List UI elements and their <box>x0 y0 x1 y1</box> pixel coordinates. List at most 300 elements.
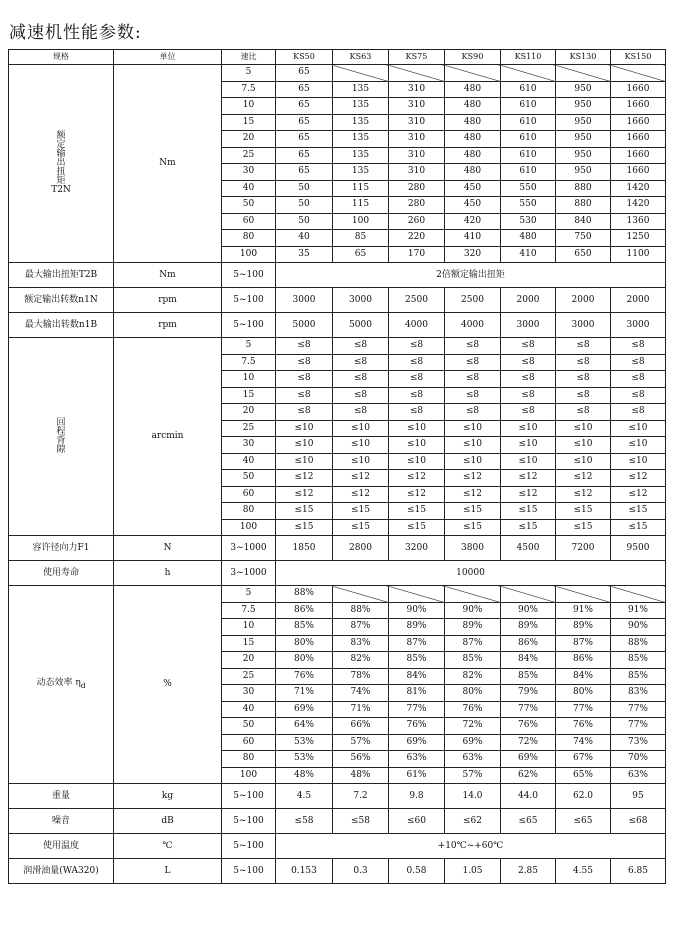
value-cell: ≤8 <box>389 338 445 355</box>
value-cell: 73% <box>611 734 666 751</box>
ratio-cell: 5 <box>222 586 276 603</box>
value-cell: 950 <box>556 147 611 164</box>
value-cell: 90% <box>389 602 445 619</box>
value-cell: 1660 <box>611 98 666 115</box>
value-cell: 85% <box>501 668 556 685</box>
ratio-cell: 25 <box>222 668 276 685</box>
value-cell: 1420 <box>611 180 666 197</box>
value-cell: 76% <box>276 668 333 685</box>
value-cell: 77% <box>389 701 445 718</box>
value-cell: 78% <box>333 668 389 685</box>
value-cell: 310 <box>389 81 445 98</box>
ratio-cell: 25 <box>222 147 276 164</box>
value-cell: 135 <box>333 147 389 164</box>
value-cell: ≤15 <box>389 503 445 520</box>
temperature-value: +10℃~+60℃ <box>276 834 666 859</box>
unit-cell: rpm <box>114 313 222 338</box>
value-cell: ≤65 <box>501 809 556 834</box>
value-cell: ≤8 <box>556 354 611 371</box>
value-cell: 260 <box>389 213 445 230</box>
value-cell: 610 <box>501 131 556 148</box>
value-cell: 65 <box>276 98 333 115</box>
value-cell: 750 <box>556 230 611 247</box>
value-cell: ≤10 <box>445 453 501 470</box>
not-applicable-cell <box>445 586 501 603</box>
unit-cell: ℃ <box>114 834 222 859</box>
value-cell: ≤15 <box>445 519 501 536</box>
value-cell: 76% <box>501 718 556 735</box>
ratio-cell: 5 <box>222 65 276 82</box>
value-cell: 220 <box>389 230 445 247</box>
efficiency-label-text: 动态效率 η <box>36 678 81 689</box>
value-cell: ≤8 <box>611 404 666 421</box>
value-cell: 610 <box>501 164 556 181</box>
value-cell: 7200 <box>556 536 611 561</box>
ratio-cell: 20 <box>222 404 276 421</box>
value-cell: 100 <box>333 213 389 230</box>
value-cell: 135 <box>333 98 389 115</box>
value-cell: 480 <box>445 98 501 115</box>
value-cell: 4.55 <box>556 859 611 884</box>
ratio-cell: 30 <box>222 164 276 181</box>
value-cell: ≤8 <box>501 404 556 421</box>
value-cell: ≤8 <box>276 371 333 388</box>
value-cell: ≤10 <box>611 420 666 437</box>
value-cell: ≤8 <box>333 338 389 355</box>
ratio-cell: 15 <box>222 635 276 652</box>
value-cell: 950 <box>556 98 611 115</box>
value-cell: 65 <box>276 164 333 181</box>
value-cell: 90% <box>611 619 666 636</box>
value-cell: 3000 <box>276 288 333 313</box>
value-cell: ≤15 <box>333 503 389 520</box>
value-cell: 2000 <box>611 288 666 313</box>
value-cell: ≤8 <box>611 338 666 355</box>
section-label-char: 回 <box>56 417 66 428</box>
value-cell: 61% <box>389 767 445 784</box>
ratio-cell: 7.5 <box>222 354 276 371</box>
value-cell: 410 <box>501 246 556 263</box>
value-cell: ≤10 <box>445 437 501 454</box>
value-cell: 1.05 <box>445 859 501 884</box>
ratio-cell: 80 <box>222 230 276 247</box>
value-cell: 86% <box>501 635 556 652</box>
value-cell: 650 <box>556 246 611 263</box>
value-cell: 4.5 <box>276 784 333 809</box>
value-cell: 5000 <box>333 313 389 338</box>
value-cell: 480 <box>445 131 501 148</box>
value-cell: 4000 <box>445 313 501 338</box>
value-cell: ≤8 <box>333 404 389 421</box>
value-cell: ≤8 <box>445 338 501 355</box>
section-label-char: 扭 <box>56 167 66 177</box>
ratio-cell: 60 <box>222 213 276 230</box>
weight-label: 重量 <box>9 784 114 809</box>
value-cell: ≤12 <box>276 470 333 487</box>
value-cell: ≤10 <box>333 420 389 437</box>
value-cell: 135 <box>333 164 389 181</box>
value-cell: 80% <box>556 685 611 702</box>
value-cell: ≤58 <box>276 809 333 834</box>
value-cell: 56% <box>333 751 389 768</box>
section-label-char: 背 <box>56 435 66 446</box>
not-applicable-cell <box>556 65 611 82</box>
max_torque-value: 2倍额定输出扭矩 <box>276 263 666 288</box>
value-cell: 610 <box>501 98 556 115</box>
lubricant-label: 润滑油量(WA320) <box>9 859 114 884</box>
value-cell: 62.0 <box>556 784 611 809</box>
value-cell: 840 <box>556 213 611 230</box>
value-cell: ≤12 <box>445 470 501 487</box>
ratio-cell: 20 <box>222 131 276 148</box>
column-header: KS50 <box>276 50 333 65</box>
rated_speed-label: 额定输出转数n1N <box>9 288 114 313</box>
ratio-cell: 5~100 <box>222 834 276 859</box>
value-cell: 74% <box>333 685 389 702</box>
value-cell: 65% <box>556 767 611 784</box>
value-cell: ≤8 <box>445 371 501 388</box>
value-cell: 1660 <box>611 81 666 98</box>
value-cell: 135 <box>333 114 389 131</box>
value-cell: 63% <box>389 751 445 768</box>
value-cell: 69% <box>276 701 333 718</box>
section-label-char: 矩 <box>56 176 66 186</box>
value-cell: 95 <box>611 784 666 809</box>
unit-cell: Nm <box>114 65 222 263</box>
column-header: 规格 <box>9 50 114 65</box>
value-cell: ≤8 <box>501 371 556 388</box>
ratio-cell: 60 <box>222 486 276 503</box>
value-cell: 550 <box>501 180 556 197</box>
unit-cell: L <box>114 859 222 884</box>
value-cell: 77% <box>556 701 611 718</box>
column-header: 单位 <box>114 50 222 65</box>
efficiency-label <box>9 586 114 784</box>
unit-cell: dB <box>114 809 222 834</box>
value-cell: ≤8 <box>501 354 556 371</box>
value-cell: ≤12 <box>556 470 611 487</box>
ratio-cell: 80 <box>222 751 276 768</box>
value-cell: ≤10 <box>333 437 389 454</box>
value-cell: 76% <box>389 718 445 735</box>
value-cell: 65 <box>276 147 333 164</box>
value-cell: 480 <box>445 81 501 98</box>
backlash-label <box>9 338 114 536</box>
ratio-cell: 15 <box>222 387 276 404</box>
value-cell: ≤10 <box>276 437 333 454</box>
ratio-cell: 10 <box>222 98 276 115</box>
value-cell: 420 <box>445 213 501 230</box>
value-cell: ≤8 <box>333 387 389 404</box>
column-header: KS150 <box>611 50 666 65</box>
value-cell: 40 <box>276 230 333 247</box>
value-cell: ≤10 <box>501 420 556 437</box>
value-cell: ≤15 <box>611 503 666 520</box>
value-cell: 89% <box>556 619 611 636</box>
not-applicable-cell <box>611 586 666 603</box>
value-cell: 3000 <box>611 313 666 338</box>
value-cell: 72% <box>445 718 501 735</box>
value-cell: 86% <box>556 652 611 669</box>
value-cell: 115 <box>333 180 389 197</box>
value-cell: 0.58 <box>389 859 445 884</box>
value-cell: ≤8 <box>556 338 611 355</box>
ratio-cell: 40 <box>222 701 276 718</box>
value-cell: 50 <box>276 197 333 214</box>
value-cell: ≤58 <box>333 809 389 834</box>
value-cell: 3000 <box>501 313 556 338</box>
value-cell: ≤8 <box>276 354 333 371</box>
value-cell: 88% <box>611 635 666 652</box>
ratio-cell: 10 <box>222 619 276 636</box>
value-cell: ≤8 <box>276 338 333 355</box>
unit-cell: Nm <box>114 263 222 288</box>
value-cell: 70% <box>611 751 666 768</box>
ratio-cell: 7.5 <box>222 602 276 619</box>
value-cell: 3200 <box>389 536 445 561</box>
max_speed-label: 最大输出转数n1B <box>9 313 114 338</box>
ratio-cell: 3~1000 <box>222 561 276 586</box>
value-cell: ≤68 <box>611 809 666 834</box>
ratio-cell: 40 <box>222 453 276 470</box>
value-cell: ≤8 <box>611 371 666 388</box>
value-cell: 87% <box>556 635 611 652</box>
value-cell: ≤12 <box>611 486 666 503</box>
max_torque-label: 最大输出扭矩T2B <box>9 263 114 288</box>
value-cell: 71% <box>333 701 389 718</box>
ratio-cell: 100 <box>222 767 276 784</box>
value-cell: 53% <box>276 734 333 751</box>
section-label-char: 额 <box>56 131 66 141</box>
value-cell: 310 <box>389 98 445 115</box>
value-cell: 69% <box>501 751 556 768</box>
value-cell: ≤8 <box>501 387 556 404</box>
value-cell: ≤15 <box>556 519 611 536</box>
ratio-cell: 5~100 <box>222 263 276 288</box>
value-cell: 48% <box>333 767 389 784</box>
value-cell: 91% <box>611 602 666 619</box>
value-cell: 610 <box>501 147 556 164</box>
value-cell: 77% <box>611 701 666 718</box>
value-cell: 50 <box>276 213 333 230</box>
value-cell: 80% <box>276 652 333 669</box>
life-value: 10000 <box>276 561 666 586</box>
value-cell: ≤60 <box>389 809 445 834</box>
value-cell: 81% <box>389 685 445 702</box>
value-cell: 86% <box>276 602 333 619</box>
value-cell: 65 <box>333 246 389 263</box>
ratio-cell: 50 <box>222 470 276 487</box>
value-cell: ≤8 <box>556 371 611 388</box>
value-cell: 280 <box>389 180 445 197</box>
ratio-cell: 7.5 <box>222 81 276 98</box>
value-cell: 170 <box>389 246 445 263</box>
value-cell: ≤8 <box>276 404 333 421</box>
value-cell: ≤8 <box>389 404 445 421</box>
value-cell: 610 <box>501 114 556 131</box>
value-cell: 91% <box>556 602 611 619</box>
value-cell: 280 <box>389 197 445 214</box>
value-cell: ≤65 <box>556 809 611 834</box>
value-cell: 2500 <box>389 288 445 313</box>
value-cell: ≤10 <box>389 420 445 437</box>
value-cell: 7.2 <box>333 784 389 809</box>
value-cell: 85% <box>389 652 445 669</box>
value-cell: ≤12 <box>389 486 445 503</box>
page-title: 减速机性能参数: <box>9 23 142 43</box>
value-cell: 9500 <box>611 536 666 561</box>
ratio-cell: 50 <box>222 197 276 214</box>
not-applicable-cell <box>445 65 501 82</box>
value-cell: 310 <box>389 147 445 164</box>
unit-cell: % <box>114 586 222 784</box>
value-cell: 90% <box>501 602 556 619</box>
value-cell: ≤10 <box>389 453 445 470</box>
ratio-cell: 25 <box>222 420 276 437</box>
value-cell: ≤10 <box>276 420 333 437</box>
value-cell: ≤15 <box>445 503 501 520</box>
value-cell: ≤10 <box>556 420 611 437</box>
value-cell: ≤8 <box>445 404 501 421</box>
ratio-cell: 5~100 <box>222 809 276 834</box>
value-cell: 135 <box>333 81 389 98</box>
performance-table <box>8 49 666 884</box>
value-cell: ≤8 <box>611 354 666 371</box>
value-cell: 65 <box>276 114 333 131</box>
value-cell: ≤10 <box>611 453 666 470</box>
value-cell: 85% <box>276 619 333 636</box>
value-cell: ≤15 <box>611 519 666 536</box>
value-cell: 82% <box>333 652 389 669</box>
value-cell: ≤10 <box>611 437 666 454</box>
value-cell: ≤10 <box>276 453 333 470</box>
value-cell: 50 <box>276 180 333 197</box>
ratio-cell: 10 <box>222 371 276 388</box>
value-cell: 550 <box>501 197 556 214</box>
section-label-char: 隙 <box>56 444 66 455</box>
value-cell: 1100 <box>611 246 666 263</box>
value-cell: 115 <box>333 197 389 214</box>
value-cell: 87% <box>333 619 389 636</box>
value-cell: 63% <box>611 767 666 784</box>
ratio-cell: 100 <box>222 246 276 263</box>
value-cell: 530 <box>501 213 556 230</box>
ratio-cell: 50 <box>222 718 276 735</box>
value-cell: 2.85 <box>501 859 556 884</box>
ratio-cell: 5 <box>222 338 276 355</box>
value-cell: 450 <box>445 180 501 197</box>
ratio-cell: 30 <box>222 437 276 454</box>
value-cell: 85% <box>611 668 666 685</box>
value-cell: ≤8 <box>276 387 333 404</box>
column-header: KS75 <box>389 50 445 65</box>
value-cell: 80% <box>276 635 333 652</box>
value-cell: ≤15 <box>556 503 611 520</box>
value-cell: 83% <box>611 685 666 702</box>
unit-cell: arcmin <box>114 338 222 536</box>
value-cell: 1660 <box>611 114 666 131</box>
noise-label: 噪音 <box>9 809 114 834</box>
value-cell: 53% <box>276 751 333 768</box>
value-cell: ≤8 <box>556 387 611 404</box>
radial_force-label: 容许径向力F1 <box>9 536 114 561</box>
value-cell: 74% <box>556 734 611 751</box>
value-cell: ≤10 <box>556 453 611 470</box>
value-cell: ≤8 <box>445 354 501 371</box>
value-cell: ≤8 <box>501 338 556 355</box>
ratio-cell: 20 <box>222 652 276 669</box>
value-cell: ≤8 <box>389 371 445 388</box>
section-label-char: 定 <box>56 140 66 150</box>
value-cell: 950 <box>556 114 611 131</box>
life-label: 使用寿命 <box>9 561 114 586</box>
value-cell: ≤10 <box>389 437 445 454</box>
value-cell: 84% <box>389 668 445 685</box>
value-cell: 90% <box>445 602 501 619</box>
value-cell: ≤8 <box>611 387 666 404</box>
section-label-char: 程 <box>56 426 66 437</box>
value-cell: ≤8 <box>333 354 389 371</box>
value-cell: 83% <box>333 635 389 652</box>
value-cell: ≤12 <box>611 470 666 487</box>
not-applicable-cell <box>611 65 666 82</box>
value-cell: 450 <box>445 197 501 214</box>
section-sublabel: T2N <box>51 185 71 195</box>
value-cell: 72% <box>501 734 556 751</box>
value-cell: 89% <box>445 619 501 636</box>
value-cell: 9.8 <box>389 784 445 809</box>
value-cell: 3000 <box>333 288 389 313</box>
value-cell: ≤12 <box>445 486 501 503</box>
ratio-cell: 15 <box>222 114 276 131</box>
value-cell: 2000 <box>501 288 556 313</box>
not-applicable-cell <box>501 586 556 603</box>
value-cell: 880 <box>556 197 611 214</box>
value-cell: 57% <box>333 734 389 751</box>
ratio-cell: 60 <box>222 734 276 751</box>
value-cell: 320 <box>445 246 501 263</box>
value-cell: ≤12 <box>501 486 556 503</box>
value-cell: 310 <box>389 114 445 131</box>
column-header: KS110 <box>501 50 556 65</box>
value-cell: 5000 <box>276 313 333 338</box>
not-applicable-cell <box>556 586 611 603</box>
value-cell: 4500 <box>501 536 556 561</box>
value-cell: 85% <box>611 652 666 669</box>
unit-cell: kg <box>114 784 222 809</box>
value-cell: 6.85 <box>611 859 666 884</box>
value-cell: 3000 <box>556 313 611 338</box>
value-cell: 80% <box>445 685 501 702</box>
value-cell: ≤62 <box>445 809 501 834</box>
value-cell: ≤10 <box>445 420 501 437</box>
ratio-cell: 5~100 <box>222 859 276 884</box>
value-cell: ≤15 <box>501 519 556 536</box>
value-cell: 310 <box>389 131 445 148</box>
not-applicable-cell <box>333 586 389 603</box>
value-cell: ≤8 <box>389 354 445 371</box>
not-applicable-cell <box>389 65 445 82</box>
value-cell: 82% <box>445 668 501 685</box>
value-cell: 85% <box>445 652 501 669</box>
value-cell: ≤10 <box>556 437 611 454</box>
column-header: KS63 <box>333 50 389 65</box>
unit-cell: h <box>114 561 222 586</box>
value-cell: 135 <box>333 131 389 148</box>
ratio-cell: 30 <box>222 685 276 702</box>
value-cell: 1420 <box>611 197 666 214</box>
value-cell: 480 <box>445 147 501 164</box>
